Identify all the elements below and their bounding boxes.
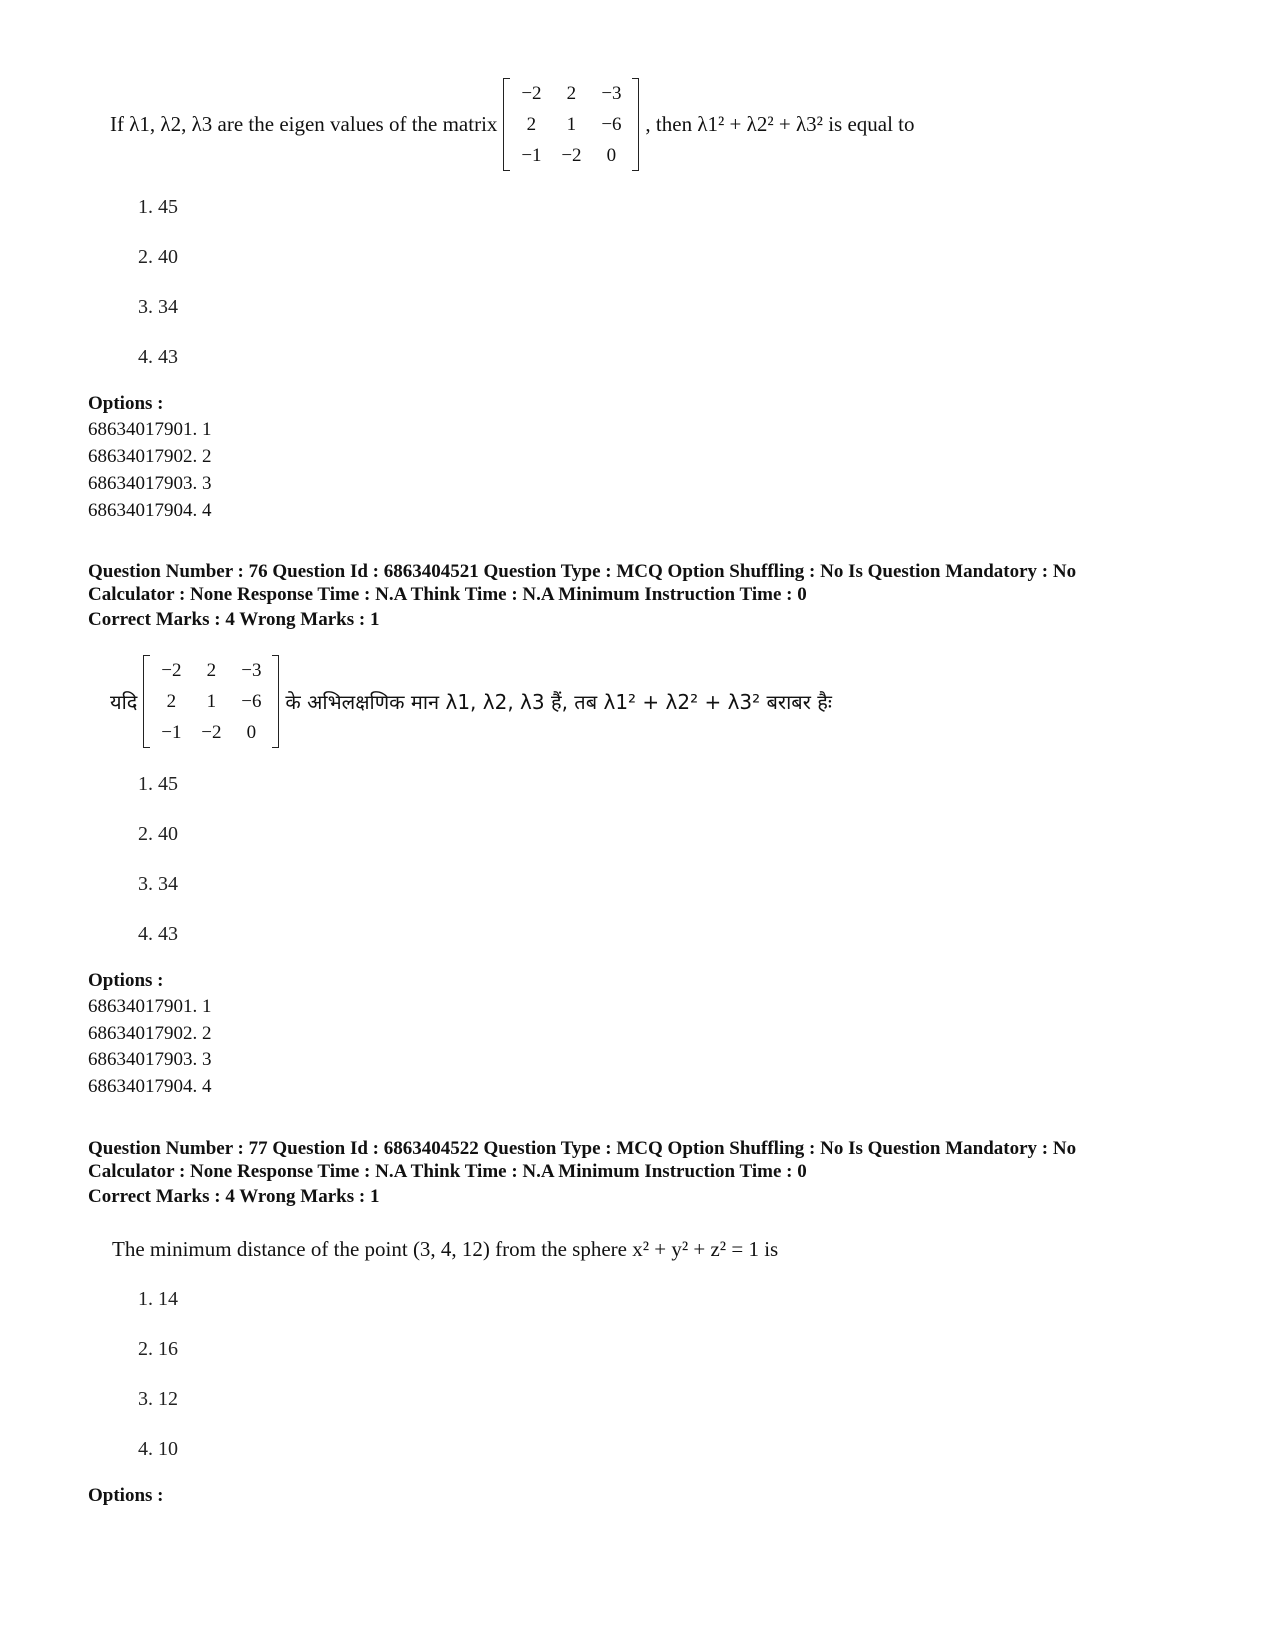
option-line: 68634017901. 1: [88, 996, 212, 1017]
matrix-cell: 1: [566, 113, 577, 135]
choice-item: 3. 34: [138, 296, 178, 318]
options-heading: Options :: [88, 393, 164, 414]
option-line: 68634017903. 3: [88, 1049, 212, 1070]
question-77-text: The minimum distance of the point (3, 4, 12) from the sphere x² + y² + z² = 1 is: [112, 1237, 779, 1261]
matrix-cell: −2: [561, 144, 582, 166]
meta-line-1: Question Number : 76 Question Id : 6863404521 Question Type : MCQ Option Shuffling : No Is Question Mandatory : No: [88, 561, 1077, 582]
question-76-tail: के अभिलक्षणिक मान λ1, λ2, λ3 हैं, तब λ1² + λ2² + λ3² बराबर हैः: [285, 690, 832, 714]
question-75-matrix: [503, 78, 639, 171]
choice-item: 2. 40: [138, 823, 178, 845]
option-line: 68634017904. 4: [88, 500, 212, 521]
matrix-cell: 2: [526, 113, 537, 135]
option-line: 68634017902. 2: [88, 1023, 212, 1044]
choice-item: 3. 12: [138, 1388, 178, 1410]
matrix-cell: −3: [601, 82, 622, 104]
question-77-meta: [88, 1137, 1076, 1183]
choice-item: 1. 14: [138, 1288, 178, 1310]
question-76-text: [110, 655, 832, 748]
matrix-cell: −6: [601, 113, 622, 135]
matrix-cell: 0: [606, 144, 617, 166]
meta-line-2: Calculator : None Response Time : N.A Think Time : N.A Minimum Instruction Time : 0: [88, 1161, 807, 1182]
choice-item: 1. 45: [138, 773, 178, 795]
matrix-cell: 0: [246, 721, 257, 743]
matrix-cell: −2: [161, 659, 182, 681]
matrix-cell: 2: [166, 690, 177, 712]
matrix-cell: −6: [241, 690, 262, 712]
option-line: 68634017901. 1: [88, 419, 212, 440]
choice-item: 2. 40: [138, 246, 178, 268]
option-line: 68634017903. 3: [88, 473, 212, 494]
choice-item: 4. 43: [138, 346, 178, 368]
options-heading: Options :: [88, 970, 164, 991]
choice-item: 4. 10: [138, 1438, 178, 1460]
question-76-meta: [88, 560, 1076, 606]
option-line: 68634017904. 4: [88, 1076, 212, 1097]
question-76-lead: यदि: [110, 690, 138, 714]
matrix-cell: −1: [161, 721, 182, 743]
matrix-cell: −1: [521, 144, 542, 166]
choice-item: 2. 16: [138, 1338, 178, 1360]
matrix-cell: −2: [201, 721, 222, 743]
matrix-cell: −3: [241, 659, 262, 681]
question-75-text: [110, 78, 915, 171]
option-line: 68634017902. 2: [88, 446, 212, 467]
question-76-marks: Correct Marks : 4 Wrong Marks : 1: [88, 609, 380, 630]
matrix-cell: 2: [206, 659, 217, 681]
question-76-matrix: [143, 655, 279, 748]
question-77-marks: Correct Marks : 4 Wrong Marks : 1: [88, 1186, 380, 1207]
matrix-cell: 1: [206, 690, 217, 712]
question-75-lead: If λ1, λ2, λ3 are the eigen values of the matrix: [110, 112, 498, 136]
question-75-tail: , then λ1² + λ2² + λ3² is equal to: [645, 112, 915, 136]
choice-item: 1. 45: [138, 196, 178, 218]
choice-item: 4. 43: [138, 923, 178, 945]
matrix-cell: 2: [566, 82, 577, 104]
choice-item: 3. 34: [138, 873, 178, 895]
options-heading: Options :: [88, 1485, 164, 1506]
matrix-cell: −2: [521, 82, 542, 104]
meta-line-2: Calculator : None Response Time : N.A Think Time : N.A Minimum Instruction Time : 0: [88, 584, 807, 605]
meta-line-1: Question Number : 77 Question Id : 6863404522 Question Type : MCQ Option Shuffling : No Is Question Mandatory : No: [88, 1138, 1077, 1159]
